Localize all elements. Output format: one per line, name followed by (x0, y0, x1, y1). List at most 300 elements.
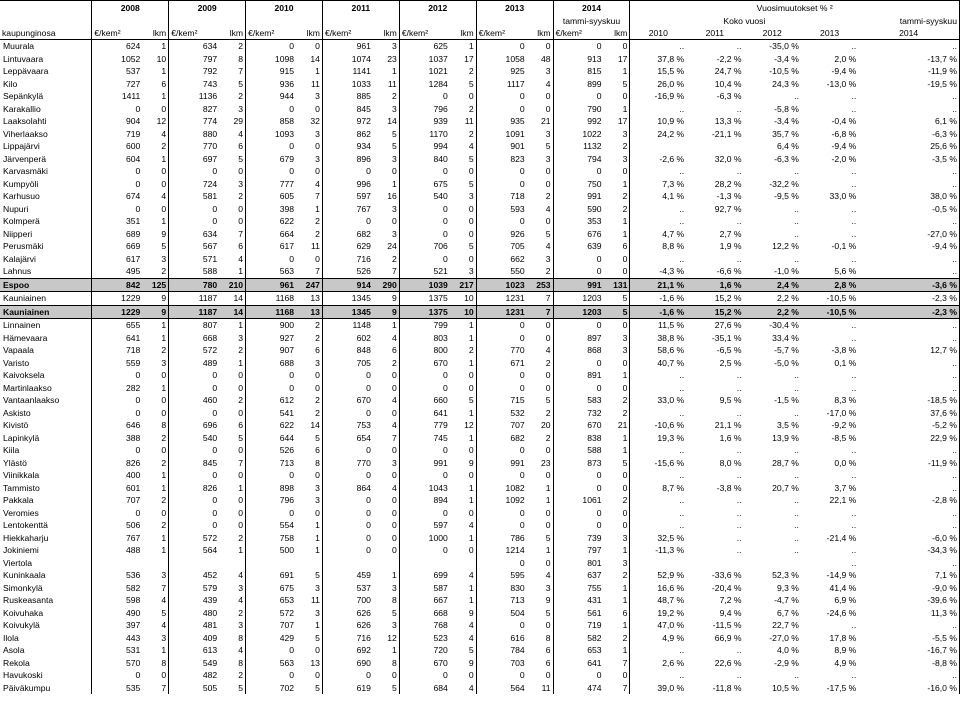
count-cell: 131 (604, 278, 630, 292)
change-cell: .. (630, 382, 686, 395)
change-cell: -1,6 % (630, 292, 686, 306)
price-cell: 1052 (92, 53, 142, 66)
year-header-2008: 2008 (92, 1, 169, 16)
count-cell: 0 (622, 41, 628, 52)
district-name: Vapaala (3, 345, 34, 356)
price-cell: 0 (399, 203, 449, 216)
change-cell: -9,4 % (858, 240, 959, 253)
count-cell (373, 557, 399, 570)
price-cell: 398 (246, 203, 296, 216)
price-cell: 750 (553, 178, 603, 191)
col-header-change-year: 2013 (801, 27, 858, 40)
price-cell: 0 (322, 469, 372, 482)
price-cell: 780 (169, 278, 219, 292)
price-cell (92, 557, 142, 570)
count-cell: 2 (468, 103, 474, 114)
price-cell: 0 (92, 369, 142, 382)
count-cell: 3 (161, 632, 167, 643)
price-cell: 996 (322, 178, 372, 191)
change-cell: 37,6 % (858, 407, 959, 420)
count-cell: 5 (468, 645, 474, 656)
price-cell: 0 (322, 532, 372, 545)
count-cell: 0 (545, 382, 551, 393)
price-cell: 991 (553, 278, 603, 292)
price-cell: 572 (246, 607, 296, 620)
change-cell: 3,5 % (776, 420, 799, 431)
table-row (0, 40, 960, 53)
table-row (0, 153, 960, 166)
price-cell: 830 (476, 582, 526, 595)
district-name: Viertola (3, 557, 32, 568)
change-cell: 2,2 % (744, 305, 801, 319)
price-cell: 827 (169, 103, 219, 116)
count-cell: 3 (161, 570, 167, 581)
count-cell: 1 (161, 332, 167, 343)
count-cell: 1 (468, 595, 474, 606)
count-cell: 3 (392, 228, 397, 239)
count-cell: 3 (622, 557, 628, 568)
price-cell: 0 (246, 507, 296, 520)
count-cell: 3 (161, 357, 167, 368)
count-cell: 5 (238, 682, 244, 693)
count-cell: 2 (238, 91, 244, 102)
price-cell: 768 (399, 619, 449, 632)
price-cell: 719 (553, 619, 603, 632)
count-cell: 0 (468, 670, 474, 681)
count-cell: 5 (315, 570, 320, 581)
count-cell: 0 (545, 320, 551, 331)
price-cell: 696 (169, 419, 219, 432)
count-cell: 0 (545, 370, 551, 381)
price-cell: 490 (92, 607, 142, 620)
count-cell: 12 (387, 632, 397, 643)
count-cell: 8 (161, 657, 167, 668)
count-cell: 14 (310, 420, 320, 431)
table-row (0, 407, 960, 420)
change-cell: 22,6 % (714, 657, 742, 668)
count-cell: 14 (219, 305, 245, 319)
count-cell: 4 (161, 191, 167, 202)
price-cell: 664 (246, 228, 296, 241)
district-name: Pakkala (3, 495, 34, 506)
price-cell: 743 (169, 78, 219, 91)
price-cell: 716 (322, 253, 372, 266)
count-cell: 4 (392, 332, 397, 343)
price-cell: 1022 (553, 128, 603, 141)
change-cell: .. (851, 620, 857, 631)
change-cell: .. (736, 545, 742, 556)
change-cell: 24,3 % (772, 78, 799, 89)
change-cell: -17,5 % (826, 682, 857, 693)
price-cell: 1091 (476, 128, 526, 141)
price-cell: 0 (246, 253, 296, 266)
table-row (0, 140, 960, 153)
change-cell: 8,9 % (834, 645, 857, 656)
district-name: Havukoski (3, 670, 43, 681)
count-cell: 1 (622, 178, 628, 189)
price-cell: 1098 (246, 53, 296, 66)
count-cell: 1 (315, 532, 320, 543)
count-cell: 0 (161, 407, 167, 418)
price-cell: 697 (169, 153, 219, 166)
change-cell: 32,0 % (714, 153, 742, 164)
price-cell: 991 (399, 457, 449, 470)
change-cell: .. (736, 253, 742, 264)
table-row (0, 292, 960, 306)
price-cell: 0 (92, 669, 142, 682)
change-cell: 6,1 % (858, 115, 959, 128)
price-cell: 1203 (553, 292, 603, 306)
change-cell: 9,4 % (719, 607, 742, 618)
change-cell: -27,0 % (858, 228, 959, 241)
change-cell: -10,6 % (630, 419, 686, 432)
count-cell: 0 (468, 470, 474, 481)
change-cell: 15,5 % (630, 65, 686, 78)
count-cell: 0 (622, 266, 628, 277)
price-cell: 1092 (476, 494, 526, 507)
price-cell: 563 (246, 265, 296, 278)
change-cell: -39,6 % (858, 594, 959, 607)
price-cell: 0 (476, 215, 526, 228)
table-row (0, 228, 960, 241)
price-cell: 572 (169, 532, 219, 545)
price-cell: 0 (476, 319, 526, 332)
count-cell: 6 (545, 657, 551, 668)
change-cell: -8,8 % (858, 657, 959, 670)
price-cell: 1148 (322, 319, 372, 332)
change-cell: .. (851, 670, 857, 681)
change-cell: .. (736, 382, 742, 393)
change-cell: 52,3 % (772, 570, 799, 581)
table-row (0, 382, 960, 395)
count-cell: 3 (238, 620, 244, 631)
count-cell: 0 (392, 407, 397, 418)
count-cell: 7 (545, 293, 551, 304)
table-row (0, 90, 960, 103)
price-cell: 913 (553, 53, 603, 66)
table-row (0, 203, 960, 216)
count-cell: 1 (315, 520, 320, 531)
change-cell: -16,0 % (858, 682, 959, 695)
price-cell: 1117 (476, 78, 526, 91)
count-cell: 2 (622, 203, 628, 214)
price-cell: 668 (399, 607, 449, 620)
price-cell: 0 (399, 215, 449, 228)
count-cell: 247 (296, 278, 322, 292)
price-cell: 587 (399, 582, 449, 595)
count-cell: 0 (392, 382, 397, 393)
count-cell: 1 (161, 545, 167, 556)
price-cell: 972 (322, 115, 372, 128)
price-cell: 1168 (246, 305, 296, 319)
table-row (0, 594, 960, 607)
price-cell: 0 (476, 178, 526, 191)
price-cell: 532 (476, 407, 526, 420)
count-cell: 1 (622, 545, 628, 556)
count-cell: 2 (468, 66, 474, 77)
count-cell: 13 (310, 293, 320, 304)
count-cell: 9 (468, 657, 474, 668)
price-cell: 770 (169, 140, 219, 153)
change-cell: -0,5 % (858, 203, 959, 216)
count-cell: 0 (468, 166, 474, 177)
change-cell: 13,3 % (714, 116, 742, 127)
changes-subheader: Koko vuosi (630, 15, 858, 27)
change-cell: 11,3 % (858, 607, 959, 620)
price-cell: 641 (92, 332, 142, 345)
count-cell: 7 (622, 657, 628, 668)
count-cell: 3 (468, 191, 474, 202)
change-cell: -9,5 % (774, 191, 799, 202)
count-cell: 5 (315, 682, 320, 693)
count-cell: 2 (545, 432, 551, 443)
price-cell: 0 (553, 357, 603, 370)
change-cell: .. (794, 470, 799, 481)
price-cell: 0 (399, 469, 449, 482)
count-cell: 0 (622, 670, 628, 681)
count-cell: 125 (142, 278, 168, 292)
district-name: Leppävaara (3, 66, 49, 77)
count-cell: 0 (238, 495, 244, 506)
count-cell: 9 (468, 607, 474, 618)
price-cell: 579 (169, 582, 219, 595)
count-cell: 1 (161, 216, 167, 227)
change-cell: 0,0 % (834, 457, 857, 468)
price-cell: 0 (322, 165, 372, 178)
price-cell: 1132 (553, 140, 603, 153)
price-cell: 0 (476, 90, 526, 103)
count-cell: 5 (545, 141, 551, 152)
change-cell: .. (736, 532, 742, 543)
change-cell: -6,0 % (858, 532, 959, 545)
change-cell: -14,9 % (826, 570, 857, 581)
count-cell: 2 (315, 228, 320, 239)
change-cell: .. (851, 216, 857, 227)
price-cell: 848 (322, 344, 372, 357)
price-cell: 1214 (476, 544, 526, 557)
change-cell: -11,9 % (858, 65, 959, 78)
count-cell: 3 (315, 91, 320, 102)
price-cell: 745 (399, 432, 449, 445)
price-cell: 692 (322, 644, 372, 657)
price-cell: 1229 (92, 292, 142, 306)
change-cell: .. (851, 228, 857, 239)
col-header-count: lkm (296, 27, 322, 40)
district-name: Karhusuo (3, 191, 40, 202)
change-cell: -2,3 % (858, 305, 959, 319)
price-cell: 0 (169, 369, 219, 382)
count-cell: 0 (392, 216, 397, 227)
price-cell: 767 (92, 532, 142, 545)
table-row (0, 644, 960, 657)
change-cell: 2,0 % (834, 53, 857, 64)
count-cell: 6 (392, 345, 397, 356)
count-cell: 9 (392, 293, 397, 304)
price-cell: 670 (399, 357, 449, 370)
count-cell: 1 (161, 153, 167, 164)
table-row (0, 369, 960, 382)
change-cell: -4,3 % (630, 265, 686, 278)
count-cell: 1 (622, 228, 628, 239)
change-cell: 38,8 % (630, 332, 686, 345)
change-cell: 58,6 % (630, 344, 686, 357)
price-cell: 622 (246, 419, 296, 432)
price-cell: 0 (92, 444, 142, 457)
change-cell: 66,9 % (714, 632, 742, 643)
count-cell: 7 (161, 582, 167, 593)
change-cell: 9,5 % (719, 395, 742, 406)
count-cell: 0 (392, 670, 397, 681)
table-row (0, 165, 960, 178)
price-cell: 777 (246, 178, 296, 191)
price-cell: 0 (399, 165, 449, 178)
price-cell: 0 (246, 40, 296, 53)
count-cell: 0 (392, 495, 397, 506)
price-cell: 582 (92, 582, 142, 595)
price-cell: 732 (553, 407, 603, 420)
change-cell: .. (736, 445, 742, 456)
district-name: Karakallio (3, 103, 41, 114)
price-cell: 351 (92, 215, 142, 228)
price-cell: 0 (169, 165, 219, 178)
price-cell: 770 (476, 344, 526, 357)
count-cell: 3 (468, 266, 474, 277)
change-cell: .. (630, 507, 686, 520)
count-cell: 8 (545, 632, 551, 643)
change-cell: 33,0 % (829, 191, 857, 202)
price-cell: 797 (553, 544, 603, 557)
count-cell: 3 (545, 253, 551, 264)
count-cell: 3 (392, 41, 397, 52)
change-cell: 5,6 % (834, 266, 857, 277)
change-cell: -32,2 % (769, 178, 799, 189)
count-cell: 1 (238, 357, 244, 368)
price-cell: 706 (399, 240, 449, 253)
count-cell: 0 (545, 520, 551, 531)
price-cell: 0 (169, 494, 219, 507)
price-cell: 0 (322, 407, 372, 420)
change-cell: -4,7 % (774, 595, 799, 606)
price-cell: 0 (169, 469, 219, 482)
change-cell: .. (851, 178, 857, 189)
change-cell: .. (736, 507, 742, 518)
district-name: Simonkylä (3, 582, 43, 593)
price-cell: 826 (92, 457, 142, 470)
change-cell: .. (858, 619, 959, 632)
price-cell: 682 (476, 432, 526, 445)
table-row (0, 190, 960, 203)
count-cell: 1 (545, 545, 551, 556)
count-cell: 1 (315, 66, 320, 77)
count-cell: 1 (238, 482, 244, 493)
change-cell: .. (630, 40, 686, 53)
change-cell: .. (858, 557, 959, 570)
count-cell: 2 (622, 407, 628, 418)
count-cell: 3 (392, 457, 397, 468)
district-name: Niipperi (3, 228, 33, 239)
price-cell: 899 (553, 78, 603, 91)
count-cell: 2 (315, 395, 320, 406)
count-cell: 8 (392, 657, 397, 668)
count-cell: 3 (622, 153, 628, 164)
price-cell: 668 (169, 332, 219, 345)
change-cell: .. (630, 215, 686, 228)
change-cell: .. (858, 332, 959, 345)
count-cell: 0 (468, 216, 474, 227)
change-cell: -0,4 % (831, 116, 857, 127)
count-cell: 5 (604, 305, 630, 319)
change-cell: -1,3 % (716, 191, 742, 202)
count-cell: 3 (238, 582, 244, 593)
price-cell: 581 (169, 190, 219, 203)
count-cell: 5 (392, 607, 397, 618)
col-header-count: lkm (527, 27, 553, 40)
change-cell: .. (858, 165, 959, 178)
price-cell: 0 (553, 669, 603, 682)
price-cell: 935 (476, 115, 526, 128)
count-cell: 1 (392, 178, 397, 189)
price-cell: 801 (553, 557, 603, 570)
price-cell: 797 (169, 53, 219, 66)
change-cell: .. (630, 203, 686, 216)
count-cell: 6 (545, 645, 551, 656)
count-cell: 7 (315, 266, 320, 277)
price-cell: 654 (322, 432, 372, 445)
price-cell: 807 (169, 319, 219, 332)
change-cell: -2,6 % (630, 153, 686, 166)
price-cell: 904 (92, 115, 142, 128)
count-cell: 3 (622, 128, 628, 139)
count-cell: 217 (450, 278, 476, 292)
count-cell: 1 (468, 532, 474, 543)
price-cell: 796 (246, 494, 296, 507)
count-cell: 23 (541, 457, 551, 468)
price-cell: 0 (399, 253, 449, 266)
count-cell: 1 (468, 582, 474, 593)
price-cell: 669 (92, 240, 142, 253)
change-cell: -9,2 % (831, 420, 857, 431)
change-cell: .. (736, 670, 742, 681)
count-cell: 8 (238, 53, 244, 64)
col-header-count: lkm (604, 27, 630, 40)
count-cell: 1 (161, 382, 167, 393)
price-cell: 1000 (399, 532, 449, 545)
change-cell: .. (858, 40, 959, 53)
change-cell: 1,6 % (719, 432, 742, 443)
change-cell: 20,7 % (772, 482, 799, 493)
count-cell: 24 (387, 241, 397, 252)
change-cell: .. (858, 507, 959, 520)
count-cell: 2 (545, 191, 551, 202)
price-cell: 624 (92, 40, 142, 53)
table-row (0, 253, 960, 266)
count-cell: 7 (161, 682, 167, 693)
district-name: Varisto (3, 357, 30, 368)
price-cell: 597 (322, 190, 372, 203)
count-cell: 1 (622, 370, 628, 381)
change-cell: .. (851, 370, 857, 381)
table-row (0, 344, 960, 357)
count-cell: 4 (392, 395, 397, 406)
district-name: Kolmperä (3, 216, 40, 227)
change-cell: .. (736, 645, 742, 656)
count-cell: 4 (468, 620, 474, 631)
count-cell: 0 (468, 545, 474, 556)
price-cell: 790 (553, 103, 603, 116)
change-cell: .. (794, 91, 799, 102)
count-cell: 6 (238, 420, 244, 431)
price-cell: 823 (476, 153, 526, 166)
